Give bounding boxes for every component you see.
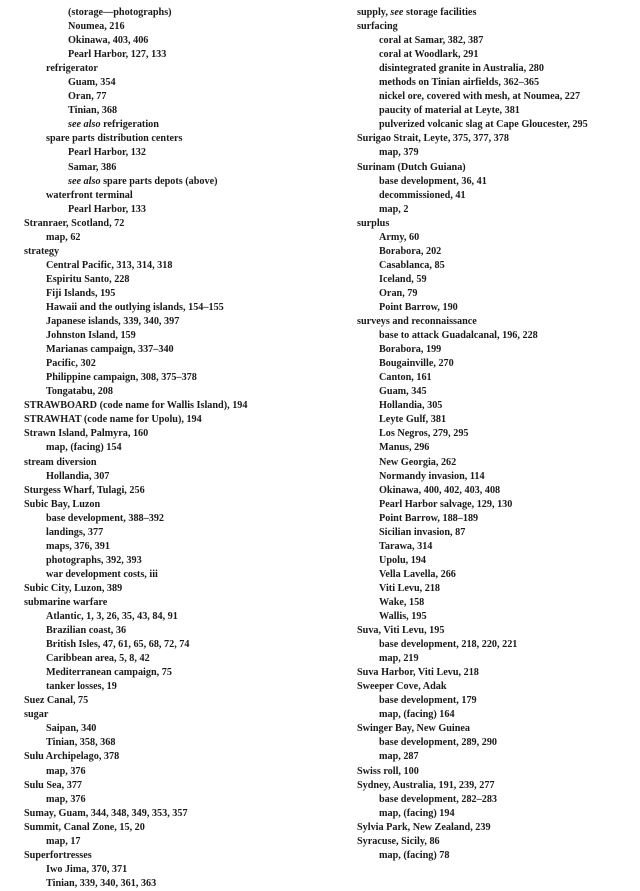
index-entry-text: Swiss roll, 100 — [357, 765, 419, 777]
index-entry-text: Sulu Archipelago, 378 — [24, 751, 120, 763]
index-entry-text: Central Pacific, 313, 314, 318 — [46, 259, 173, 271]
index-entry-text: surfacing — [357, 21, 398, 33]
index-entry-text: Oran, 79 — [379, 287, 418, 299]
index-entry — [24, 399, 344, 413]
index-entry-text: pulverized volcanic slag at Cape Gloucester, 295 — [379, 119, 588, 131]
index-subentry — [357, 203, 637, 217]
index-entry-text: strategy — [24, 245, 60, 257]
index-subentry — [357, 441, 637, 455]
index-entry-text: submarine warfare — [24, 596, 108, 608]
index-entry — [24, 708, 344, 722]
index-entry-text: decommissioned, 41 — [379, 189, 466, 201]
index-subentry — [357, 385, 637, 399]
index-subentry — [24, 526, 344, 540]
index-entry-text: Leyte Gulf, 381 — [379, 414, 447, 426]
index-entry-text: (storage—photographs) — [68, 7, 172, 18]
index-subentry — [357, 652, 637, 666]
index-entry-text: Pearl Harbor salvage, 129, 130 — [379, 498, 513, 510]
index-entry-text: base development, 179 — [379, 695, 477, 707]
index-subentry — [24, 259, 344, 273]
index-entry-text: Philippine campaign, 308, 375–378 — [46, 372, 197, 384]
index-subentry — [24, 34, 344, 48]
index-entry-text: waterfront terminal — [46, 189, 133, 201]
index-entry-text: refrigerator — [46, 63, 98, 75]
index-subentry — [357, 540, 637, 554]
index-entry — [24, 596, 344, 610]
index-subentry — [357, 357, 637, 371]
index-entry — [357, 20, 637, 34]
index-entry-text: Army, 60 — [379, 231, 420, 243]
index-subentry — [357, 48, 637, 62]
index-entry-text: Wallis, 195 — [379, 611, 427, 623]
index-subentry — [24, 189, 344, 203]
index-entry-text: Los Negros, 279, 295 — [379, 428, 469, 440]
index-subentry — [357, 456, 637, 470]
index-entry-text: Point Barrow, 190 — [379, 301, 458, 313]
index-entry-text: Vella Lavella, 266 — [379, 568, 456, 580]
index-entry-text: tanker losses, 19 — [46, 681, 117, 693]
index-subentry — [24, 371, 344, 385]
index-subentry — [357, 413, 637, 427]
index-entry-text: STRAWHAT (code name for Upolu), 194 — [24, 414, 202, 426]
index-entry-text: surplus — [357, 217, 390, 229]
index-entry — [357, 624, 637, 638]
index-entry-text: Marianas campaign, 337–340 — [46, 344, 174, 356]
index-entry-text: Stranraer, Scotland, 72 — [24, 217, 125, 229]
index-subentry — [357, 90, 637, 104]
index-entry-text: Noumea, 216 — [68, 21, 125, 33]
index-entry-text: Superfortresses — [24, 849, 92, 861]
index-entry-text: Samar, 386 — [68, 161, 117, 173]
index-entry-text: map, 62 — [46, 231, 81, 243]
index-subentry — [24, 329, 344, 343]
index-subentry — [24, 118, 344, 132]
index-subentry — [24, 287, 344, 301]
index-entry-text: Okinawa, 400, 402, 403, 408 — [379, 484, 501, 496]
index-subentry — [357, 287, 637, 301]
index-entry-text: Hawaii and the outlying islands, 154–155 — [46, 301, 224, 313]
index-entry-text: Guam, 345 — [379, 386, 427, 398]
index-entry-text: landings, 377 — [46, 526, 104, 538]
index-entry-text: Swinger Bay, New Guinea — [357, 723, 471, 735]
index-subentry — [24, 441, 344, 455]
index-subentry — [24, 175, 344, 189]
index-entry-text: Atlantic, 1, 3, 26, 35, 43, 84, 91 — [46, 611, 178, 623]
index-entry-text: map, (facing) 78 — [379, 849, 450, 861]
index-entry — [24, 456, 344, 470]
index-subentry — [24, 161, 344, 175]
index-entry-text: base development, 388–392 — [46, 512, 165, 524]
index-entry-text: paucity of material at Leyte, 381 — [379, 105, 520, 117]
index-entry-text: Brazilian coast, 36 — [46, 625, 127, 637]
index-entry-text: sugar — [24, 709, 49, 721]
index-entry-text: Viti Levu, 218 — [379, 582, 441, 594]
index-subentry — [357, 807, 637, 821]
index-subentry — [24, 680, 344, 694]
index-entry-text: map, (facing) 194 — [379, 807, 455, 819]
index-subentry — [24, 470, 344, 484]
index-subentry — [24, 652, 344, 666]
index-entry-text: Surinam (Dutch Guiana) — [357, 161, 466, 173]
index-entry-text: map, (facing) 154 — [46, 442, 122, 454]
index-entry-text: Point Barrow, 188–189 — [379, 512, 479, 524]
index-entry-text: Sicilian invasion, 87 — [379, 526, 466, 538]
index-entry — [24, 498, 344, 512]
index-entry — [24, 849, 344, 863]
index-subentry — [357, 399, 637, 413]
index-subentry — [24, 736, 344, 750]
index-entry-text: Suva, Viti Levu, 195 — [357, 625, 445, 637]
index-entry-text: Saipan, 340 — [46, 723, 97, 735]
index-subentry — [357, 175, 637, 189]
index-entry-text: map, 2 — [379, 203, 409, 215]
index-entry-text: Iceland, 59 — [379, 273, 427, 285]
index-entry-text: coral at Woodlark, 291 — [379, 49, 479, 61]
index-entry-text: map, 219 — [379, 653, 419, 665]
index-subentry — [357, 371, 637, 385]
index-subentry — [24, 273, 344, 287]
index-subentry — [357, 568, 637, 582]
index-entry-text: Mediterranean campaign, 75 — [46, 667, 172, 679]
index-entry — [357, 779, 637, 793]
index-entry — [24, 427, 344, 441]
index-entry-text: Sumay, Guam, 344, 348, 349, 353, 357 — [24, 807, 188, 819]
index-entry-text: Fiji Islands, 195 — [46, 287, 116, 299]
index-entry-text: Sylvia Park, New Zealand, 239 — [357, 821, 491, 833]
index-entry — [357, 722, 637, 736]
index-entry-text: Sweeper Cove, Adak — [357, 681, 447, 693]
index-subentry — [24, 666, 344, 680]
index-entry-text: war development costs, iii — [46, 568, 158, 580]
index-entry — [357, 161, 637, 175]
index-entry — [24, 750, 344, 764]
index-subentry — [24, 76, 344, 90]
index-entry-text: refrigeration — [100, 119, 159, 131]
index-entry-text: Oran, 77 — [68, 91, 107, 103]
index-entry-text: base development, 289, 290 — [379, 737, 498, 749]
index-subentry — [357, 259, 637, 273]
index-subentry — [357, 610, 637, 624]
index-entry-text: map, 376 — [46, 765, 86, 777]
index-entry-text: Pearl Harbor, 133 — [68, 203, 146, 215]
index-entry-text: Iwo Jima, 370, 371 — [46, 863, 128, 875]
index-entry-text: base to attack Guadalcanal, 196, 228 — [379, 330, 538, 342]
index-entry-text: spare parts depots (above) — [100, 175, 218, 187]
index-subentry — [357, 427, 637, 441]
index-entry-text: base development, 282–283 — [379, 793, 498, 805]
index-entry-text: Subic City, Luzon, 389 — [24, 582, 123, 594]
index-subentry — [24, 638, 344, 652]
index-subentry — [24, 793, 344, 807]
index-entry — [24, 821, 344, 835]
index-entry — [357, 835, 637, 849]
index-entry-text: Canton, 161 — [379, 372, 432, 384]
index-subentry — [357, 793, 637, 807]
index-entry-text: Sturgess Wharf, Tulagi, 256 — [24, 484, 145, 496]
index-entry-text: coral at Samar, 382, 387 — [379, 35, 484, 47]
index-entry — [357, 217, 637, 231]
index-subentry — [357, 273, 637, 287]
index-entry-text: Borabora, 202 — [379, 245, 442, 257]
index-entry — [357, 680, 637, 694]
index-subentry — [357, 245, 637, 259]
index-entry-text: map, 379 — [379, 147, 419, 159]
index-entry — [24, 484, 344, 498]
index-subentry — [357, 526, 637, 540]
index-entry — [357, 315, 637, 329]
index-entry-text: Hollandia, 305 — [379, 400, 443, 412]
index-subentry — [357, 301, 637, 315]
index-entry-text: Japanese islands, 339, 340, 397 — [46, 316, 180, 328]
index-subentry — [24, 62, 344, 76]
index-entry-text: supply, — [357, 7, 391, 18]
index-entry-text: Tinian, 339, 340, 361, 363 — [46, 877, 157, 889]
index-entry — [24, 582, 344, 596]
index-subentry — [24, 568, 344, 582]
index-entry-text: base development, 36, 41 — [379, 175, 487, 187]
index-entry-text: Guam, 354 — [68, 77, 116, 89]
cross-reference-label: see — [390, 7, 404, 18]
index-entry-text: map, 376 — [46, 793, 86, 805]
index-subentry — [357, 76, 637, 90]
index-subentry — [357, 104, 637, 118]
index-entry-text: Wake, 158 — [379, 596, 425, 608]
index-entry-text: Tarawa, 314 — [379, 540, 433, 552]
index-entry — [24, 217, 344, 231]
index-subentry — [24, 385, 344, 399]
index-entry-text: Hollandia, 307 — [46, 470, 110, 482]
index-subentry — [24, 610, 344, 624]
index-entry-text: surveys and reconnaissance — [357, 316, 477, 328]
index-entry-text: nickel ore, covered with mesh, at Noumea, 227 — [379, 91, 581, 103]
index-subentry — [357, 231, 637, 245]
index-subentry — [24, 357, 344, 371]
index-subentry — [24, 132, 344, 146]
index-subentry — [357, 694, 637, 708]
index-entry — [357, 765, 637, 779]
index-entry-text: Syracuse, Sicily, 86 — [357, 835, 440, 847]
index-subentry — [357, 498, 637, 512]
index-entry-text: Bougainville, 270 — [379, 358, 454, 370]
index-subentry — [24, 146, 344, 160]
index-subentry — [24, 624, 344, 638]
index-entry-text: Espiritu Santo, 228 — [46, 273, 130, 285]
index-subentry — [24, 48, 344, 62]
index-subentry — [357, 484, 637, 498]
index-subentry — [24, 863, 344, 877]
index-subentry — [357, 849, 637, 863]
index-subentry — [357, 343, 637, 357]
index-entry — [24, 413, 344, 427]
index-entry-text: British Isles, 47, 61, 65, 68, 72, 74 — [46, 639, 190, 651]
index-subentry — [357, 329, 637, 343]
index-entry-text: Caribbean area, 5, 8, 42 — [46, 653, 150, 665]
index-subentry — [24, 554, 344, 568]
index-subentry — [357, 470, 637, 484]
index-subentry — [357, 62, 637, 76]
index-entry — [24, 807, 344, 821]
index-subentry — [24, 6, 344, 20]
index-entry-text: Tongatabu, 208 — [46, 386, 113, 398]
index-entry-text: Borabora, 199 — [379, 344, 442, 356]
index-subentry — [24, 512, 344, 526]
index-entry — [357, 666, 637, 680]
index-entry-text: disintegrated granite in Australia, 280 — [379, 63, 544, 75]
index-entry-text: Surigao Strait, Leyte, 375, 377, 378 — [357, 133, 509, 145]
index-entry-text: STRAWBOARD (code name for Wallis Island), 194 — [24, 400, 248, 412]
index-entry-text: Upolu, 194 — [379, 554, 426, 566]
index-subentry — [24, 104, 344, 118]
index-subentry — [24, 343, 344, 357]
index-subentry — [24, 722, 344, 736]
index-subentry — [357, 638, 637, 652]
index-entry — [357, 821, 637, 835]
index-subentry — [357, 146, 637, 160]
index-entry-text: Johnston Island, 159 — [46, 330, 136, 342]
index-entry-text: Suez Canal, 75 — [24, 695, 89, 707]
index-subentry — [24, 765, 344, 779]
cross-reference-label: see also — [68, 119, 101, 131]
index-subentry — [357, 118, 637, 132]
index-subentry — [357, 189, 637, 203]
index-entry-text: New Georgia, 262 — [379, 456, 457, 468]
index-subentry — [357, 582, 637, 596]
index-entry — [357, 132, 637, 146]
index-subentry — [357, 750, 637, 764]
index-subentry — [357, 554, 637, 568]
index-entry-text: Sydney, Australia, 191, 239, 277 — [357, 779, 495, 791]
index-column-right — [357, 6, 637, 863]
index-entry-text: Manus, 296 — [379, 442, 430, 454]
index-entry-text: Tinian, 358, 368 — [46, 737, 116, 749]
index-entry-text: Sulu Sea, 377 — [24, 779, 83, 791]
index-entry-text: Subic Bay, Luzon — [24, 498, 101, 510]
index-entry-text: photographs, 392, 393 — [46, 554, 142, 566]
index-entry-text: base development, 218, 220, 221 — [379, 639, 518, 651]
index-entry-text: Pearl Harbor, 127, 133 — [68, 49, 167, 61]
index-entry-text: Normandy invasion, 114 — [379, 470, 485, 482]
index-entry — [357, 6, 637, 20]
index-subentry — [24, 20, 344, 34]
cross-reference-label: see also — [68, 175, 101, 187]
index-subentry — [357, 736, 637, 750]
index-entry-text: Okinawa, 403, 406 — [68, 35, 149, 47]
index-column-left — [24, 6, 344, 891]
index-entry-text: Summit, Canal Zone, 15, 20 — [24, 821, 145, 833]
index-entry-text: map, 287 — [379, 751, 419, 763]
index-entry-text: spare parts distribution centers — [46, 133, 183, 145]
index-entry — [24, 779, 344, 793]
index-subentry — [24, 203, 344, 217]
index-entry-text: map, 17 — [46, 835, 81, 847]
index-entry-text: maps, 376, 391 — [46, 540, 110, 552]
index-entry-text: storage facilities — [403, 7, 477, 18]
index-subentry — [24, 90, 344, 104]
index-subentry — [24, 835, 344, 849]
index-subentry — [357, 708, 637, 722]
index-subentry — [24, 540, 344, 554]
index-entry-text: Suva Harbor, Viti Levu, 218 — [357, 667, 479, 679]
index-subentry — [24, 315, 344, 329]
index-entry-text: stream diversion — [24, 456, 97, 468]
index-subentry — [357, 596, 637, 610]
index-subentry — [24, 231, 344, 245]
index-entry-text: Pearl Harbor, 132 — [68, 147, 146, 159]
index-entry-text: map, (facing) 164 — [379, 709, 455, 721]
index-subentry — [357, 34, 637, 48]
index-entry-text: Casablanca, 85 — [379, 259, 445, 271]
index-entry — [24, 245, 344, 259]
index-entry — [24, 694, 344, 708]
index-subentry — [24, 301, 344, 315]
index-entry-text: Tinian, 368 — [68, 105, 118, 117]
index-entry-text: Strawn Island, Palmyra, 160 — [24, 428, 149, 440]
index-entry-text: Pacific, 302 — [46, 358, 96, 370]
index-entry-text: methods on Tinian airfields, 362–365 — [379, 77, 540, 89]
index-subentry — [357, 512, 637, 526]
